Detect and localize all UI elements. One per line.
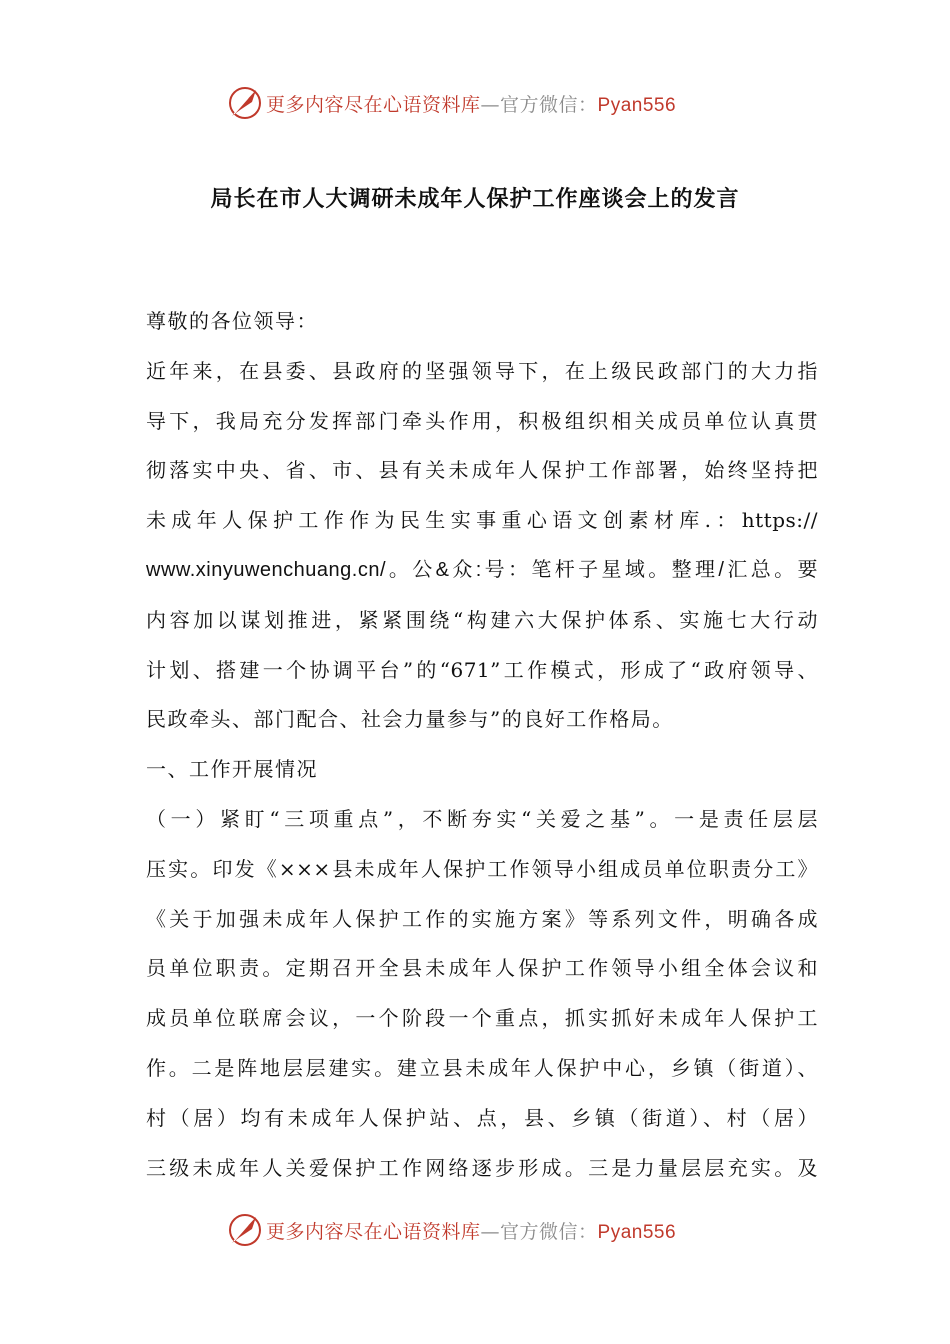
watermark-red-text: 更多内容尽在心语资料库: [266, 1221, 481, 1243]
watermark-grey-text: —官方微信：: [480, 94, 598, 116]
quill-logo-icon: [226, 84, 264, 122]
body-line: 作。二是阵地层层建实。建立县未成年人保护中心，乡镇（街道）、: [146, 1055, 818, 1080]
body-line: 彻落实中央、省、市、县有关未成年人保护工作部署，始终坚持把: [146, 458, 818, 483]
watermark-wechat-id: Pyan556: [597, 95, 677, 116]
footer-watermark: [0, 1211, 950, 1251]
body-line: 计划、搭建一个协调平台”的“671”工作模式，形成了“政府领导、: [146, 657, 818, 682]
body-line: 导下，我局充分发挥部门牵头作用，积极组织相关成员单位认真贯: [146, 408, 818, 433]
page-title: 局长在市人大调研未成年人保护工作座谈会上的发言: [210, 186, 740, 212]
watermark-red-text: 更多内容尽在心语资料库: [266, 94, 481, 116]
body-line: 民政牵头、部门配合、社会力量参与”的良好工作格局。: [146, 707, 674, 732]
body-line: 尊敬的各位领导：: [146, 309, 318, 333]
watermark-wechat-id: Pyan556: [597, 1222, 677, 1243]
body-line: 内容加以谋划推进，紧紧围绕“构建六大保护体系、实施七大行动: [146, 607, 818, 632]
body-line: 《关于加强未成年人保护工作的实施方案》等系列文件，明确各成: [146, 906, 818, 931]
body-line: 压实。印发《×××县未成年人保护工作领导小组成员单位职责分工》: [146, 856, 818, 881]
section-heading: 一、工作开展情况: [146, 757, 318, 782]
body-line: （一）紧盯“三项重点”，不断夯实“关爱之基”。一是责任层层: [146, 806, 818, 831]
body-line: 成员单位联席会议，一个阶段一个重点，抓实抓好未成年人保护工: [146, 1006, 818, 1031]
body-line: 未成年人保护工作作为民生实事重心语文创素材库.：https://: [146, 508, 818, 533]
document-body: [146, 297, 818, 1193]
body-line: 员单位职责。定期召开全县未成年人保护工作领导小组全体会议和: [146, 956, 818, 981]
header-watermark: [0, 84, 950, 124]
watermark-grey-text: —官方微信：: [480, 1221, 598, 1243]
body-line: 村（居）均有未成年人保护站、点，县、乡镇（街道）、村（居）: [146, 1105, 818, 1130]
quill-logo-icon: [226, 1211, 264, 1249]
body-line: 三级未成年人关爱保护工作网络逐步形成。三是力量层层充实。及: [146, 1155, 818, 1180]
body-line: www.xinyuwenchuang.cn/。公&众:号：笔杆子星域。整理/汇总。要: [146, 558, 818, 581]
body-line: 近年来，在县委、县政府的坚强领导下，在上级民政部门的大力指: [146, 358, 818, 383]
